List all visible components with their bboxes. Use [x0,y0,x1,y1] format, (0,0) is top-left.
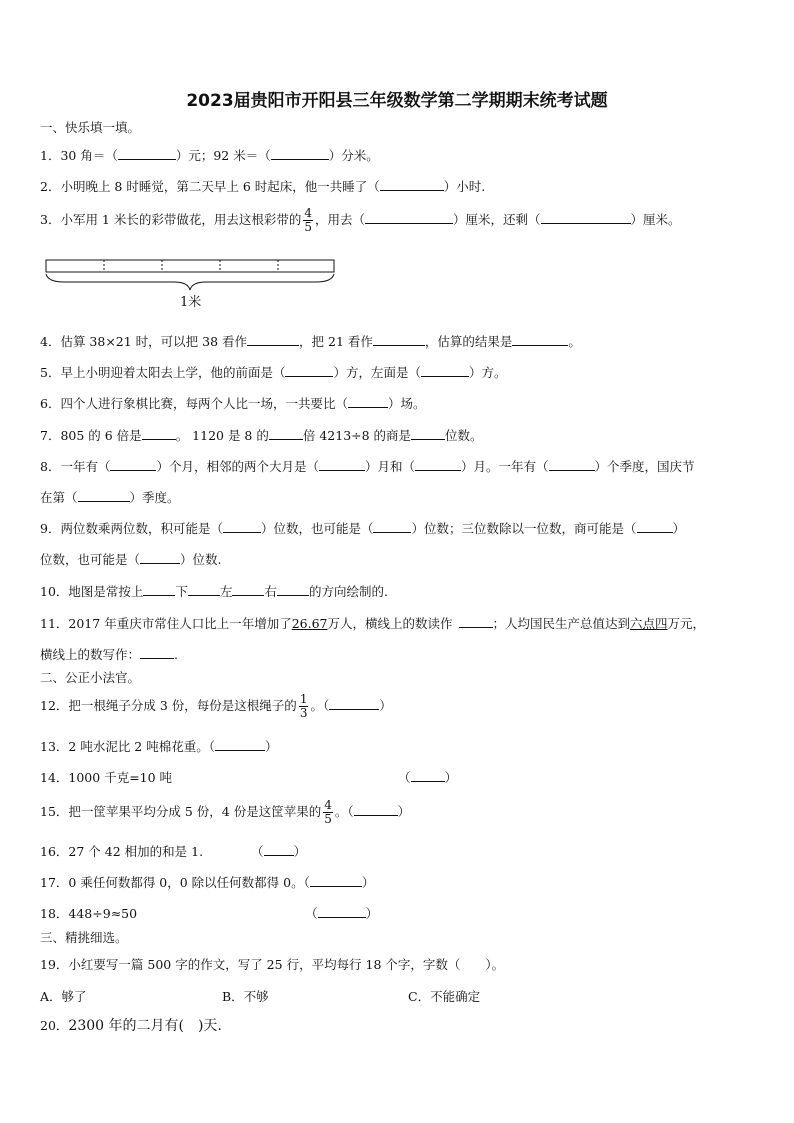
question-3: 3．小军用 1 米长的彩带做花，用去这根彩带的 $\frac{4}{5}$ ，用去（ ）厘米，还剩（ ）厘米。 [40,206,681,234]
question-11-line-2: 横线上的数写作： . [40,647,178,662]
answer-blank[interactable] [215,737,265,751]
answer-blank[interactable] [637,519,673,533]
question-20: 20．2300 年的二月有( )天. [40,1018,222,1034]
answer-blank[interactable] [188,582,220,596]
answer-blank[interactable] [142,426,176,440]
fraction: $\frac{4}{5}$ [324,798,332,826]
answer-blank[interactable] [277,582,309,596]
answer-blank[interactable] [459,614,493,628]
question-11: 11．2017 年重庆市常住人口比上一年增加了26.67万人，横线上的数读作 ；人均国民生产总值达到六点四万元， [40,616,706,631]
option-a[interactable]: A．够了 [40,989,87,1004]
answer-blank[interactable] [232,582,264,596]
question-12: 12．把一根绳子分成 3 份，每份是这根绳子的 $\frac{1}{3}$ 。（ ） [40,692,392,720]
question-2: 2．小明晚上 8 时睡觉，第二天早上 6 时起床，他一共睡了（ ）小时. [40,179,486,194]
answer-blank[interactable] [269,426,303,440]
question-17: 17．0 乘任何数都得 0，0 除以任何数都得 0。（ ） [40,875,375,890]
answer-blank[interactable] [110,457,156,471]
answer-blank[interactable] [380,177,444,191]
answer-blank[interactable] [348,394,388,408]
answer-blank[interactable] [143,582,175,596]
answer-blank[interactable] [411,768,445,782]
fraction: $\frac{1}{3}$ [299,692,308,720]
answer-blank[interactable] [373,519,411,533]
section-heading-3: 三、精挑细选。 [40,930,128,945]
answer-blank[interactable] [223,519,261,533]
answer-blank[interactable] [541,210,631,224]
answer-blank[interactable] [373,332,425,346]
answer-blank[interactable] [421,363,469,377]
ribbon-length-label: 1米 [180,295,202,310]
section-heading-1: 一、快乐填一填。 [40,120,141,135]
answer-blank[interactable] [329,696,379,710]
question-8-line-2: 在第（ ）季度。 [40,490,180,505]
question-7: 7．805 的 6 倍是 。 1120 是 8 的 倍 4213÷8 的商是 位数。 [40,428,483,443]
answer-blank[interactable] [118,146,176,160]
question-9-line-2: 位数，也可能是（ ）位数. [40,552,222,567]
answer-blank[interactable] [365,210,453,224]
question-6: 6．四个人进行象棋比赛，每两个人比一场，一共要比（ ）场。 [40,396,426,411]
answer-blank[interactable] [264,842,294,856]
question-13: 13．2 吨水泥比 2 吨棉花重。（ ） [40,739,278,754]
answer-blank[interactable] [140,550,180,564]
option-b[interactable]: B．不够 [222,989,269,1004]
question-16: 16．27 个 42 相加的和是 1. （ ） [40,844,307,859]
question-5: 5．早上小明迎着太阳去上学，他的前面是（ ）方，左面是（ ）方。 [40,365,507,380]
question-14: 14．1000 千克=10 吨 （ ） [40,770,458,785]
answer-blank[interactable] [285,363,333,377]
question-8: 8．一年有（ ）个月，相邻的两个大月是（ ）月和（ ）月。一年有（ ）个季度，国庆节 [40,459,695,474]
question-1: 1．30 角＝（ ）元；92 米＝（ ）分米。 [40,148,379,163]
answer-blank[interactable] [415,457,461,471]
page-title: 2023届贵阳市开阳县三年级数学第二学期期末统考试题 [186,91,608,111]
question-15: 15．把一筐苹果平均分成 5 份，4 份是这筐苹果的 $\frac{4}{5}$ 。（ ） [40,798,411,826]
answer-blank[interactable] [549,457,595,471]
question-4: 4．估算 38×21 时，可以把 38 看作 ，把 21 看作 ，估算的结果是 。 [40,334,581,349]
option-c[interactable]: C．不能确定 [408,989,481,1004]
answer-blank[interactable] [310,873,362,887]
section-heading-2: 二、公正小法官。 [40,670,141,685]
answer-blank[interactable] [247,332,299,346]
answer-blank[interactable] [318,904,366,918]
answer-blank[interactable] [140,645,174,659]
ribbon-diagram [44,258,344,314]
question-10: 10．地图是常按上 下 左 右 的方向绘制的. [40,584,388,599]
answer-blank[interactable] [319,457,365,471]
ribbon-bar [46,260,334,272]
answer-blank[interactable] [271,146,329,160]
question-19: 19．小红要写一篇 500 字的作文，写了 25 行，平均每行 18 个字，字数（ ）。 [40,957,505,972]
fraction: $\frac{4}{5}$ [304,206,312,234]
answer-blank[interactable] [411,426,445,440]
answer-blank[interactable] [512,332,568,346]
answer-blank[interactable] [78,488,130,502]
question-9: 9．两位数乘两位数，积可能是（ ）位数，也可能是（ ）位数；三位数除以一位数，商可能是（ ） [40,521,686,536]
answer-blank[interactable] [354,802,398,816]
question-18: 18．448÷9≈50 （ ） [40,906,379,921]
ribbon-brace [46,274,334,290]
